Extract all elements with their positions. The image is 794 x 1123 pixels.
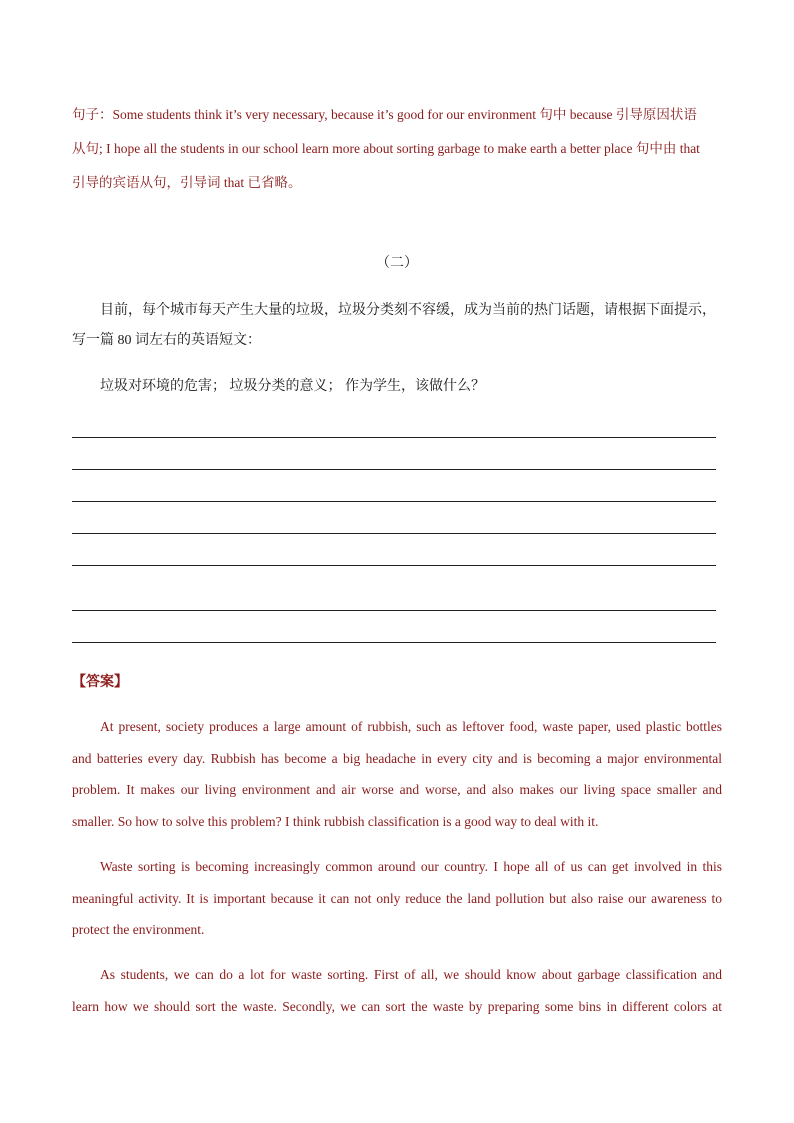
- prompt-line: 写一篇 80 词左右的英语短文：: [72, 333, 261, 348]
- writing-hints: 垃圾对环境的危害； 垃圾分类的意义； 作为学生，该做什么？: [100, 379, 485, 394]
- answer-line: learn how we should sort the waste. Secondly, we can sort the waste by preparing some bins in different colors at: [72, 998, 722, 1014]
- answer-line: As students, we can do a lot for waste sorting. First of all, we should know about garbage classification and: [100, 967, 722, 982]
- answer-paragraph-3: [72, 959, 722, 1022]
- answer-line: problem. It makes our living environment and air worse and worse, and also makes our living space smaller and: [72, 782, 722, 797]
- sentence-analysis: [72, 98, 724, 200]
- analysis-line: 句子：Some students think it’s very necessary, because it’s good for our environment 句中 because 引导原因状语: [72, 107, 697, 122]
- writing-line[interactable]: [72, 501, 716, 502]
- writing-line[interactable]: [72, 533, 716, 534]
- answer-line: At present, society produces a large amount of rubbish, such as leftover food, waste paper, used plastic bottles: [100, 719, 722, 734]
- writing-line[interactable]: [72, 469, 716, 470]
- answer-line: protect the environment.: [72, 922, 205, 937]
- answer-line: and batteries every day. Rubbish has become a big headache in every city and is becoming a major environmental: [72, 750, 722, 766]
- writing-line[interactable]: [72, 437, 716, 438]
- analysis-line: 引导的宾语从句，引导词 that 已省略。: [72, 175, 302, 190]
- analysis-line: 从句; I hope all the students in our school learn more about sorting garbage to make earth a better place 句中由 that: [72, 141, 700, 156]
- writing-line[interactable]: [72, 565, 716, 566]
- answer-paragraph-1: [72, 711, 722, 837]
- prompt-line: 目前，每个城市每天产生大量的垃圾，垃圾分类刻不容缓，成为当前的热门话题，请根据下面提示，: [100, 303, 716, 318]
- answer-line: meaningful activity. It is important because it can not only reduce the land pollution but also raise our awareness to: [72, 890, 722, 906]
- answer-line: Waste sorting is becoming increasingly common around our country. I hope all of us can get involved in this: [100, 859, 722, 874]
- section-heading: （二）: [376, 256, 418, 271]
- writing-prompt: [72, 296, 724, 356]
- answer-line: smaller. So how to solve this problem? I think rubbish classification is a good way to deal with it.: [72, 813, 599, 829]
- writing-line[interactable]: [72, 610, 716, 611]
- answer-paragraph-2: [72, 851, 722, 946]
- answer-label: 【答案】: [72, 674, 128, 690]
- writing-line[interactable]: [72, 642, 716, 643]
